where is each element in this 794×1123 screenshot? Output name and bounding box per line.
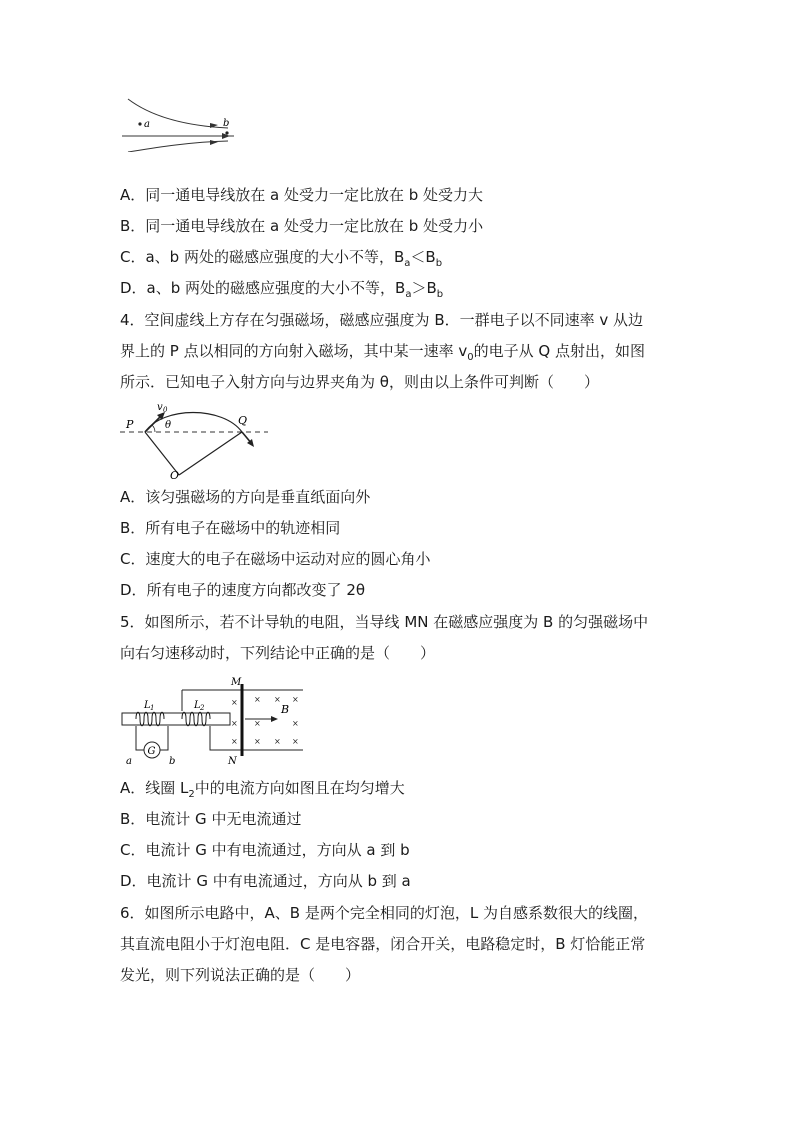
- iron-core: [122, 713, 230, 725]
- subscript-b: b: [436, 289, 444, 300]
- option-text: D．a、b 两处的磁感应强度的大小不等，B: [120, 279, 406, 297]
- label-l1: L: [144, 700, 151, 711]
- label-g: G: [147, 746, 156, 757]
- label-o: O: [170, 469, 180, 480]
- subscript-a: a: [404, 258, 411, 269]
- svg-text:×: ×: [231, 719, 238, 728]
- svg-text:×: ×: [231, 698, 238, 707]
- stem-text: 的电子从 Q 点射出，如图: [473, 342, 645, 360]
- label-n: N: [228, 756, 237, 767]
- svg-text:×: ×: [231, 737, 238, 746]
- label-v: v: [157, 402, 163, 413]
- q4-option-c: C．速度大的电子在磁场中运动对应的圆心角小: [120, 550, 431, 568]
- q5-stem-line-1: 5．如图所示，若不计导轨的电阻，当导线 MN 在磁感应强度为 B 的匀强磁场中: [120, 613, 649, 631]
- option-text-rest: 中的电流方向如图且在均匀增大: [194, 779, 405, 797]
- option-text: C．a、b 两处的磁感应强度的大小不等，B: [120, 248, 405, 266]
- q3-option-a: A．同一通电导线放在 a 处受力一定比放在 b 处受力大: [120, 186, 484, 204]
- q3-option-b: B．同一通电导线放在 a 处受力一定比放在 b 处受力小: [120, 217, 484, 235]
- q5-stem-line-2: 向右匀速移动时，下列结论中正确的是（ ）: [120, 644, 436, 662]
- label-b-field: B: [281, 703, 290, 716]
- q6-stem-line-3: 发光，则下列说法正确的是（ ）: [120, 966, 361, 984]
- svg-text:×: ×: [274, 695, 281, 704]
- q4-stem-line-3: 所示．已知电子入射方向与边界夹角为 θ，则由以上条件可判断（ ）: [120, 373, 599, 391]
- stem-text: 界上的 P 点以相同的方向射入磁场，其中某一速率 v: [120, 342, 468, 360]
- q3-option-c: [120, 247, 442, 274]
- theta-arc: [152, 425, 155, 432]
- option-text: A．线圈 L: [120, 779, 189, 797]
- svg-text:×: ×: [274, 737, 281, 746]
- label-p: P: [126, 418, 134, 431]
- label-a: a: [144, 119, 150, 130]
- svg-text:×: ×: [292, 737, 299, 746]
- point-b: [225, 131, 228, 134]
- subscript-a: a: [405, 289, 412, 300]
- wire-l2-bottom: [210, 726, 214, 750]
- q3-field-figure: [118, 96, 238, 152]
- velocity-arrowhead: [271, 716, 278, 722]
- point-a: [138, 122, 141, 125]
- svg-text:×: ×: [292, 719, 299, 728]
- arrow-bottom: [210, 140, 218, 145]
- q5-option-a: [120, 778, 405, 805]
- q3-option-d: [120, 278, 443, 305]
- label-l2: L: [194, 700, 201, 711]
- radius-qo: [179, 432, 242, 475]
- q4-option-b: B．所有电子在磁场中的轨迹相同: [120, 519, 341, 537]
- relation: ＞B: [411, 279, 437, 297]
- q6-stem-line-2: 其直流电阻小于灯泡电阻．C 是电容器，闭合开关，电路稳定时，B 灯恰能正常: [120, 935, 646, 953]
- coil-l2: [182, 712, 210, 726]
- label-l1-sub: 1: [150, 704, 155, 712]
- label-v-sub: 0: [163, 406, 168, 414]
- label-b: b: [223, 118, 230, 129]
- q5-option-c: C．电流计 G 中有电流通过，方向从 a 到 b: [120, 841, 410, 859]
- q4-option-d: D．所有电子的速度方向都改变了 2θ: [120, 581, 366, 599]
- svg-text:×: ×: [254, 719, 261, 728]
- q4-electron-figure: [118, 398, 273, 480]
- q4-option-a: A．该匀强磁场的方向是垂直纸面向外: [120, 488, 371, 506]
- svg-text:×: ×: [292, 695, 299, 704]
- label-a: a: [126, 756, 132, 767]
- label-l2-sub: 2: [200, 704, 205, 712]
- coil-l1: [136, 712, 164, 726]
- subscript-2: 2: [188, 789, 195, 800]
- field-line-top: [128, 99, 228, 128]
- q5-circuit-figure: [118, 676, 308, 768]
- svg-text:×: ×: [254, 737, 261, 746]
- subscript-b: b: [435, 258, 443, 269]
- wire-g-right: [160, 726, 168, 750]
- label-theta: θ: [165, 420, 172, 431]
- subscript-0: 0: [467, 352, 474, 363]
- label-q: Q: [238, 414, 248, 427]
- label-m: M: [231, 677, 242, 688]
- q5-option-d: D．电流计 G 中有电流通过，方向从 b 到 a: [120, 872, 411, 890]
- q4-stem-line-1: 4．空间虚线上方存在匀强磁场，磁感应强度为 B．一群电子以不同速率 v 从边: [120, 311, 644, 329]
- q4-stem-line-2: [120, 341, 645, 368]
- relation: ＜B: [410, 248, 436, 266]
- svg-text:×: ×: [254, 695, 261, 704]
- wire-g-left: [136, 726, 144, 750]
- q6-stem-line-1: 6．如图所示电路中，A、B 是两个完全相同的灯泡，L 为自感系数很大的线圈，: [120, 904, 648, 922]
- label-b: b: [169, 756, 176, 767]
- q5-option-b: B．电流计 G 中无电流通过: [120, 810, 302, 828]
